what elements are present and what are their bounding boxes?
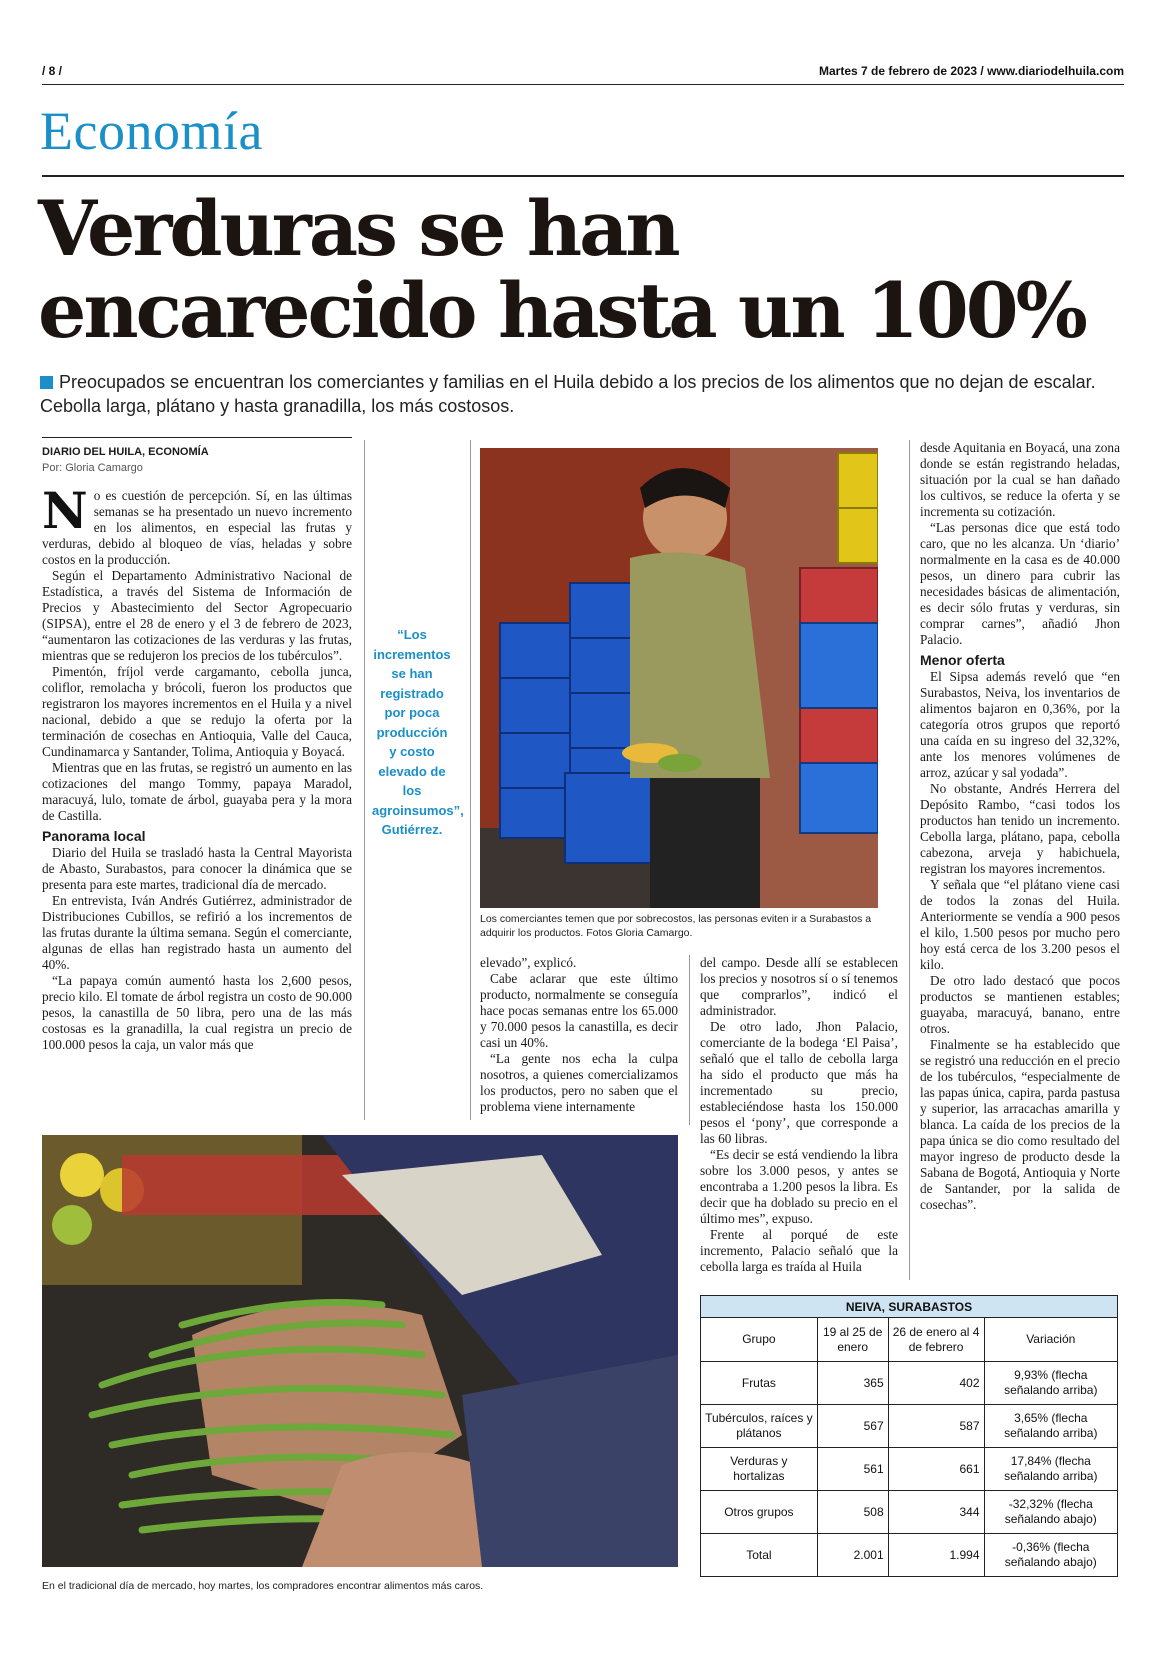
- table-row: [701, 1362, 1118, 1405]
- table-cell-value: 508: [817, 1491, 888, 1534]
- byline-author: Por: Gloria Camargo: [42, 462, 143, 474]
- table-cell-variation: -32,32% (flecha señalando abajo): [984, 1491, 1117, 1534]
- paragraph: “La gente nos echa la culpa nosotros, a quienes comercializamos los productos, pero no saben que el problema viene internamente: [480, 1051, 678, 1114]
- paragraph: Frente al porqué de este incremento, Palacio señaló que la cebolla larga es traída al Huila: [700, 1227, 898, 1274]
- table-cell-group: Tubérculos, raíces y plátanos: [701, 1405, 818, 1448]
- table-cell-value: 587: [888, 1405, 984, 1448]
- column-divider: [689, 955, 690, 1125]
- paragraph: De otro lado destacó que pocos productos se mantienen estables; guayaba, maracuyá, banano, entre otros.: [920, 973, 1120, 1036]
- table-cell-value: 365: [817, 1362, 888, 1405]
- table-cell-value: 567: [817, 1405, 888, 1448]
- pull-quote: “Los incrementos se han registrado por poca producción y costo elevado de los agroinsumos”, Gutiérrez.: [372, 627, 464, 837]
- subheading: Menor oferta: [920, 652, 1005, 668]
- table-cell-value: 402: [888, 1362, 984, 1405]
- table-cell-value: 344: [888, 1491, 984, 1534]
- table-cell-value: 1.994: [888, 1534, 984, 1577]
- paragraph: Y señala que “el plátano viene casi de todos la zonas del Huila. Anteriormente se vendía a 900 pesos el kilo, 1.500 pesos por mucho pero hoy está cerca de los 3.200 pesos el kilo.: [920, 877, 1120, 972]
- table-cell-group: Frutas: [701, 1362, 818, 1405]
- table-cell-value: 2.001: [817, 1534, 888, 1577]
- table-header: Variación: [984, 1318, 1117, 1362]
- photo-vendor-crates: [480, 448, 878, 908]
- paragraph: del campo. Desde allí se establecen los precios y nosotros sí o sí tenemos que comprarlos”, indicó el administrador.: [700, 955, 898, 1018]
- table-row: [701, 1448, 1118, 1491]
- section-title: Economía: [40, 101, 263, 161]
- subheading: Panorama local: [42, 828, 146, 844]
- deck: [40, 370, 1125, 418]
- photo-green-beans: [42, 1135, 678, 1567]
- table-cell-group: Total: [701, 1534, 818, 1577]
- paragraph: desde Aquitania en Boyacá, una zona donde se están registrando heladas, situación por la cual se han dañado los cultivos, se reduce la oferta y se incrementa su cotización.: [920, 440, 1120, 519]
- paragraph: De otro lado, Jhon Palacio, comerciante de la bodega ‘El Paisa’, señaló que el tallo de cebolla larga ha sido el producto que más ha incrementado su precio, estableciéndose hasta los 150.000 pesos el ‘pony’, que corresponde a las 60 libras.: [700, 1019, 898, 1146]
- article-column-3: [700, 955, 898, 1275]
- headline: [38, 184, 1128, 355]
- paragraph: elevado”, explicó.: [480, 955, 577, 970]
- column-divider: [470, 440, 471, 1120]
- paragraph: “Es decir se está vendiendo la libra sobre los 3.000 pesos, y antes se encontraba a 1.200 pesos la libra. Es decir que ha doblado su precio en el último mes”, expuso.: [700, 1147, 898, 1226]
- headline-line-1: Verduras se han: [38, 184, 678, 273]
- paragraph: El Sipsa además reveló que “en Surabastos, Neiva, los inventarios de alimentos bajaron en 0,36%, por la categoría otros grupos que reportó una caída en su ingreso del 32,32%, ante los menores volúmenes de arroz, azúcar y sal yodada”.: [920, 669, 1120, 780]
- deck-text: Preocupados se encuentran los comerciantes y familias en el Huila debido a los precios de los alimentos que no dejan de escalar. Cebolla larga, plátano y hasta granadilla, los más costosos.: [40, 372, 1096, 416]
- photo-caption: En el tradicional día de mercado, hoy martes, los compradores encontrar alimentos más caros.: [42, 1580, 484, 1592]
- header-divider: [42, 84, 1124, 85]
- table-header: 26 de enero al 4 de febrero: [888, 1318, 984, 1362]
- paragraph: Según el Departamento Administrativo Nacional de Estadística, a través del Sistema de Información de Precios y Abastecimiento del Sector Agropecuario (SIPSA), entre el 28 de enero y el 3 de febrero de 2023, “aumentaron las cotizaciones de las verduras y las frutas, mientras que se redujeron los precios de los tubérculos”.: [42, 568, 352, 663]
- paragraph: Cabe aclarar que este último producto, normalmente se conseguía hace pocas semanas entre los 65.000 y 70.000 pesos la canastilla, es decir casi un 40%.: [480, 971, 678, 1050]
- column-divider: [364, 440, 365, 1120]
- paragraph: o es cuestión de percepción. Sí, en las últimas semanas se ha presentado un nuevo incremento en los alimentos, en especial las frutas y verduras, debido al bloqueo de vías, heladas y sobre costos en la producción.: [42, 488, 352, 567]
- paragraph: “Las personas dice que está todo caro, que no les alcanza. Un ‘diario’ normalmente en la casa es de 40.000 pesos, un dinero para cubrir las necesidades básicas de alimentación, es decir sólo frutas y verduras, sin comprar carnes”, añadió Jhon Palacio.: [920, 520, 1120, 647]
- article-column-2: [480, 955, 678, 1115]
- drop-cap: N: [42, 481, 88, 540]
- table-cell-group: Otros grupos: [701, 1491, 818, 1534]
- table-header: Grupo: [701, 1318, 818, 1362]
- paragraph: Diario del Huila se trasladó hasta la Central Mayorista de Abasto, Surabastos, para conocer la dinámica que se presenta para este martes, tradicional día de mercado.: [42, 845, 352, 892]
- column-divider: [909, 440, 910, 1280]
- paragraph: Mientras que en las frutas, se registró un aumento en las cotizaciones del mango Tommy, papaya Maradol, maracuyá, lulo, tomate de árbol, guayaba pera y la mora de Castilla.: [42, 760, 352, 823]
- paragraph: “La papaya común aumentó hasta los 2,600 pesos, precio kilo. El tomate de árbol registra un costo de 90.000 pesos, la canastilla de 50 libra, pero una de las más costosas es la granadilla, la cual registra un precio de 100.000 pesos la caja, un valor más que: [42, 973, 352, 1052]
- table-row: [701, 1491, 1118, 1534]
- date-website: Martes 7 de febrero de 2023 / www.diariodelhuila.com: [819, 64, 1124, 78]
- paragraph: No obstante, Andrés Herrera del Depósito Rambo, “casi todos los productos han tenido un incremento. Cebolla larga, plátano, papa, cebolla cabezona, arveja y habichuela, registran los mayores incrementos.: [920, 781, 1120, 876]
- page-number: / 8 /: [42, 64, 63, 78]
- table-cell-variation: 3,65% (flecha señalando arriba): [984, 1405, 1117, 1448]
- page-header: [42, 64, 1124, 84]
- table-cell-value: 561: [817, 1448, 888, 1491]
- headline-line-2: encarecido hasta un 100%: [38, 266, 1085, 355]
- square-bullet-icon: [40, 376, 53, 389]
- table-cell-value: 661: [888, 1448, 984, 1491]
- byline-organization: DIARIO DEL HUILA, ECONOMÍA: [42, 446, 209, 458]
- price-table: [700, 1295, 1118, 1577]
- table-cell-variation: 17,84% (flecha señalando arriba): [984, 1448, 1117, 1491]
- table-row: [701, 1534, 1118, 1577]
- table-cell-variation: 9,93% (flecha señalando arriba): [984, 1362, 1117, 1405]
- paragraph: En entrevista, Iván Andrés Gutiérrez, administrador de Distribuciones Cubillos, se refirió a los incrementos de las frutas durante la última semana. Según el comerciante, algunas de ellas han registrado hasta un aumento del 40%.: [42, 893, 352, 972]
- table-header: 19 al 25 de enero: [817, 1318, 888, 1362]
- article-column-4: [920, 440, 1120, 1213]
- table-row: [701, 1405, 1118, 1448]
- paragraph: Finalmente se ha establecido que se registró una reducción en el precio de los tubérculos, “especialmente de las papas única, capira, parda pastusa y superior, las arracachas amarilla y blanca. La caída de los precios de la papa única se dio como resultado del mayor ingreso de producto desde la Sabana de Bogotá, Antioquia y Norte de Santander, por la salida de cosechas”.: [920, 1037, 1120, 1212]
- article-column-1: [42, 438, 352, 1053]
- beans-photo-illustration: [42, 1135, 678, 1567]
- vendor-photo-illustration: [480, 448, 878, 908]
- table-title: NEIVA, SURABASTOS: [701, 1296, 1118, 1318]
- table-cell-group: Verduras y hortalizas: [701, 1448, 818, 1491]
- section-divider: [42, 175, 1124, 177]
- paragraph: Pimentón, fríjol verde cargamanto, cebolla junca, coliflor, remolacha y brócoli, fueron los productos que registraron los mayores incrementos en el Huila y a nivel nacional, debido a que se redujo la oferta por la terminación de cosechas en Antioquia, Valle del Cauca, Cundinamarca y Santander, Tolima, Antioquia y Boyacá.: [42, 664, 352, 759]
- photo-caption: Los comerciantes temen que por sobrecostos, las personas eviten ir a Surabastos a adquirir los productos. Fotos Gloria Camargo.: [480, 913, 872, 939]
- table-cell-variation: -0,36% (flecha señalando abajo): [984, 1534, 1117, 1577]
